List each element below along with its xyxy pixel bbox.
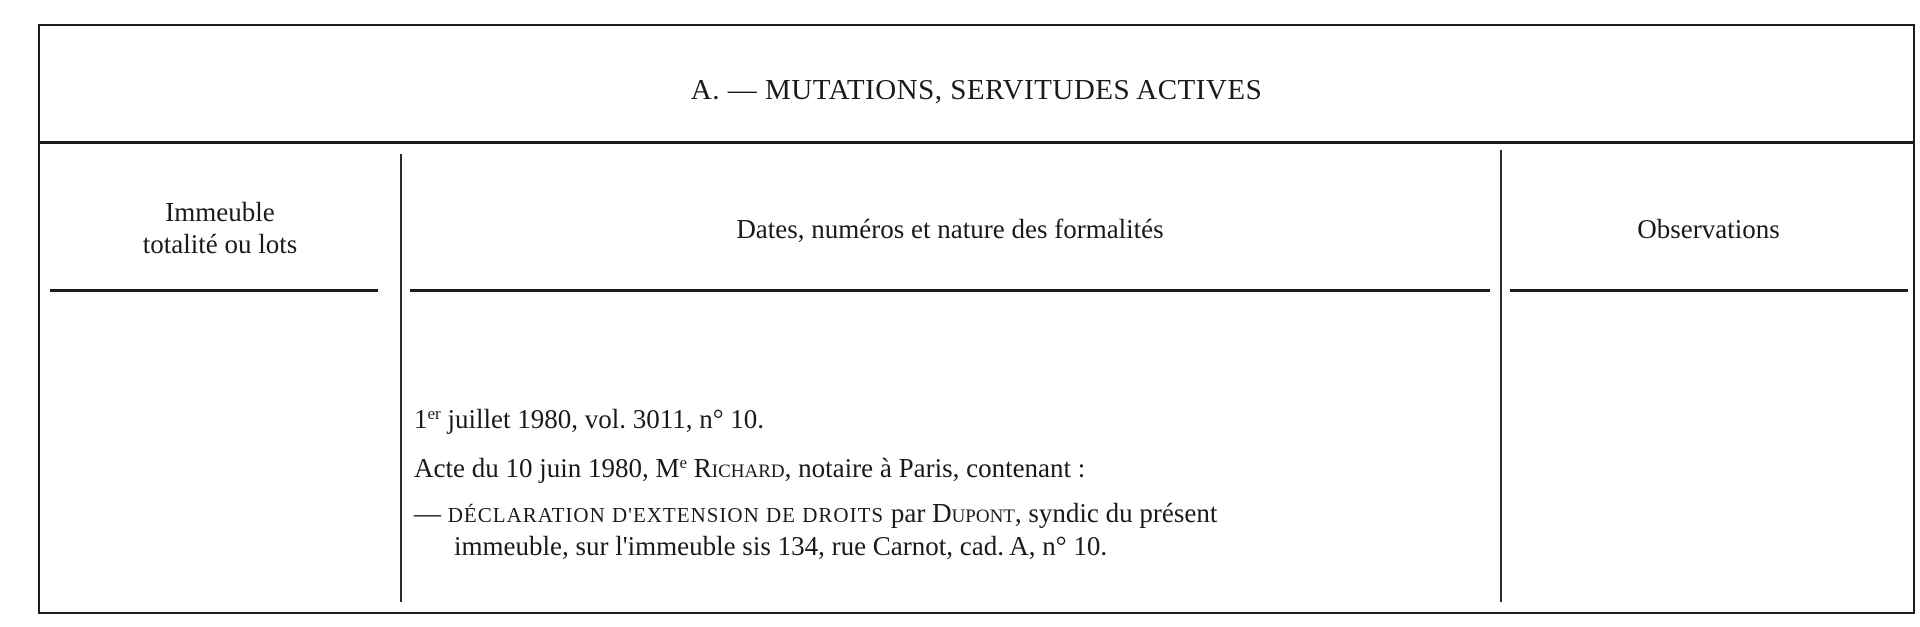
entry-declaration-line2: immeuble, sur l'immeuble sis 134, rue Carnot, cad. A, n° 10. xyxy=(454,531,1108,561)
entry-date-line xyxy=(414,397,764,436)
entry-decl-heading: DÉCLARATION D'EXTENSION DE DROITS xyxy=(447,503,885,527)
column-header-observations: Observations xyxy=(1637,214,1780,244)
entry-date-ordinal-sup: er xyxy=(427,404,441,423)
entry-date-ordinal: 1 xyxy=(414,404,428,434)
entry-decl-name: Dupont xyxy=(932,498,1015,528)
entry-notary-name: Richard xyxy=(687,453,785,483)
entry-acte-sup: e xyxy=(679,453,688,472)
header-underline-col2 xyxy=(410,289,1490,292)
table-frame xyxy=(38,24,1915,614)
column-header-immeuble-line2: totalité ou lots xyxy=(142,229,298,259)
title-divider xyxy=(40,141,1913,144)
entry-date-rest: juillet 1980, vol. 3011, n° 10. xyxy=(440,404,765,434)
header-underline-col3 xyxy=(1510,289,1908,292)
column-header-immeuble xyxy=(40,196,400,260)
entry-decl-par: par xyxy=(884,498,933,528)
column-header-immeuble-line1: Immeuble xyxy=(165,197,275,227)
column-header-formalites: Dates, numéros et nature des formalités xyxy=(736,214,1164,244)
entry-decl-rest: , syndic du présent xyxy=(1014,498,1218,528)
entry-decl-dash: — xyxy=(414,498,448,528)
entry-acte-part1: Acte du 10 juin 1980, M xyxy=(414,453,680,483)
entry-declaration-line1 xyxy=(414,496,1217,532)
section-title: A. — MUTATIONS, SERVITUDES ACTIVES xyxy=(690,74,1263,106)
entry-acte-line xyxy=(414,446,1085,485)
header-underline-col1 xyxy=(50,289,378,292)
entry-acte-part2: , notaire à Paris, contenant : xyxy=(784,453,1086,483)
